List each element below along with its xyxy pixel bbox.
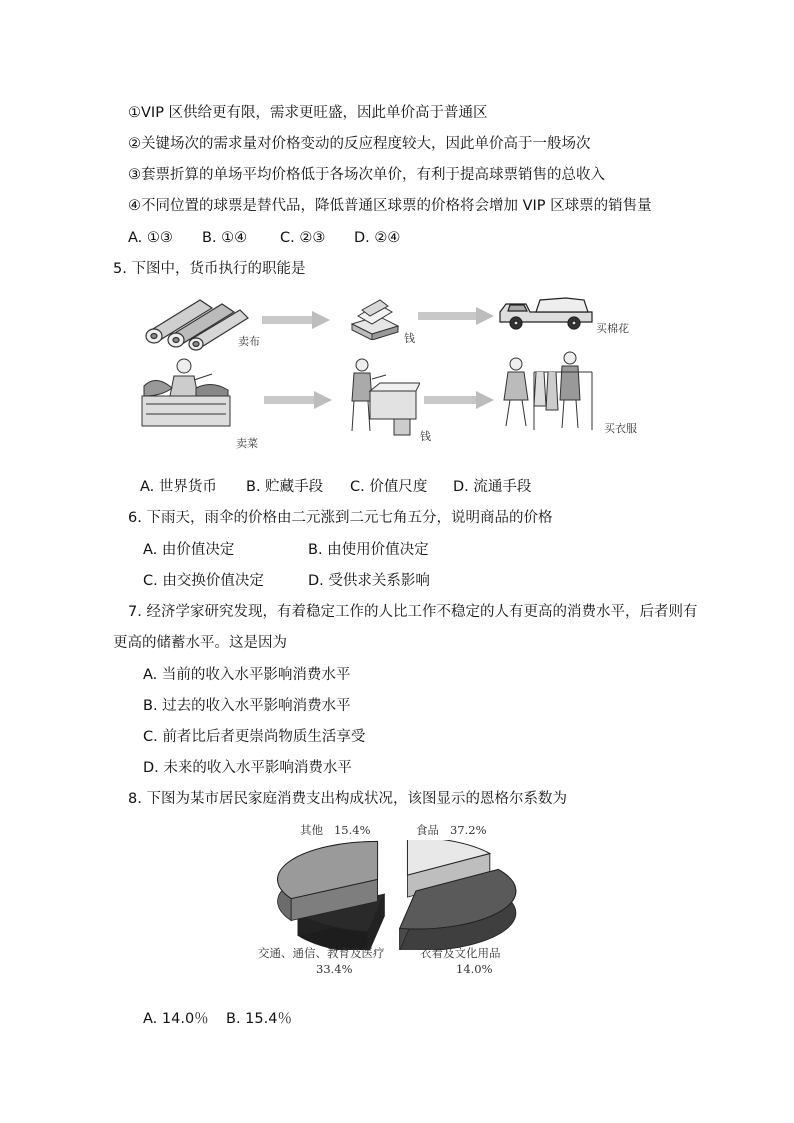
q6-option-c: C. 由交换价值决定 bbox=[143, 573, 264, 589]
pie-label-transport bbox=[258, 945, 385, 961]
q4-item-4: ④不同位置的球票是替代品，降低普通区球票的价格将会增加 VIP 区球票的销售量 bbox=[128, 198, 652, 214]
pie-label-transport-value: 33.4% bbox=[316, 962, 353, 976]
caption-money-2: 钱 bbox=[420, 430, 431, 443]
vegetable-seller-illustration bbox=[136, 356, 236, 430]
q5-option-b: B. 贮藏手段 bbox=[246, 479, 324, 495]
caption-buy-cotton: 买棉花 bbox=[596, 322, 629, 335]
clothes-shopping-illustration bbox=[500, 350, 600, 432]
caption-sell-cloth: 卖布 bbox=[238, 335, 260, 348]
q6-option-d: D. 受供求关系影响 bbox=[308, 573, 430, 589]
q5-stem: 5. 下图中，货币执行的职能是 bbox=[113, 261, 306, 277]
pie-label-food bbox=[416, 822, 487, 838]
arrow-icon bbox=[424, 390, 496, 410]
pie-label-food-value: 37.2% bbox=[449, 823, 487, 837]
q7-option-d: D. 未来的收入水平影响消费水平 bbox=[143, 760, 352, 776]
q4-option-b: B. ①④ bbox=[202, 230, 248, 246]
pie-label-clothing-value: 14.0% bbox=[456, 962, 493, 976]
q7-option-a: A. 当前的收入水平影响消费水平 bbox=[143, 667, 351, 683]
q4-option-c: C. ②③ bbox=[280, 230, 326, 246]
caption-sell-vegetables: 卖菜 bbox=[236, 437, 258, 450]
q8-stem: 8. 下图为某市居民家庭消费支出构成状况，该图显示的恩格尔系数为 bbox=[128, 791, 567, 807]
q4-item-2: ②关键场次的需求量对价格变动的反应程度较大，因此单价高于一般场次 bbox=[128, 136, 591, 152]
q7-stem-line-1: 7. 经济学家研究发现，有着稳定工作的人比工作不稳定的人有更高的消费水平，后者则有 bbox=[128, 604, 698, 620]
pie-label-other-value: 15.4% bbox=[333, 823, 371, 837]
caption-money-1: 钱 bbox=[404, 332, 415, 345]
q6-option-b: B. 由使用价值决定 bbox=[308, 542, 429, 558]
pie-label-clothing bbox=[420, 945, 501, 961]
counter-person-illustration bbox=[340, 355, 420, 437]
q4-option-a: A. ①③ bbox=[128, 230, 173, 246]
q7-option-c: C. 前者比后者更崇尚物质生活享受 bbox=[143, 729, 366, 745]
q5-option-c: C. 价值尺度 bbox=[350, 479, 428, 495]
truck-illustration bbox=[496, 292, 596, 332]
q5-option-d: D. 流通手段 bbox=[453, 479, 532, 495]
pie-label-transport-name: 交通、通信、教育及医疗 bbox=[258, 946, 385, 960]
q6-stem: 6. 下雨天，雨伞的价格由二元涨到二元七角五分，说明商品的价格 bbox=[128, 510, 553, 526]
q4-item-1: ①VIP 区供给更有限，需求更旺盛，因此单价高于普通区 bbox=[128, 105, 488, 121]
arrow-icon bbox=[264, 390, 334, 410]
q8-option-b: B. 15.4％ bbox=[226, 1011, 292, 1027]
pie-label-clothing-name: 衣着及文化用品 bbox=[420, 946, 501, 960]
pie-label-other bbox=[300, 822, 371, 838]
q6-option-a: A. 由价值决定 bbox=[143, 542, 235, 558]
q5-option-a: A. 世界货币 bbox=[140, 479, 217, 495]
q7-option-b: B. 过去的收入水平影响消费水平 bbox=[143, 698, 351, 714]
arrow-icon bbox=[418, 306, 496, 326]
q7-stem-line-2: 更高的储蓄水平。这是因为 bbox=[113, 635, 287, 651]
arrow-icon bbox=[262, 310, 332, 330]
q4-option-d: D. ②④ bbox=[354, 230, 401, 246]
money-stack-illustration bbox=[348, 298, 403, 340]
pie-label-other-name: 其他 bbox=[300, 823, 323, 837]
q4-item-3: ③套票折算的单场平均价格低于各场次单价，有利于提高球票销售的总收入 bbox=[128, 167, 605, 183]
pie-label-food-name: 食品 bbox=[416, 823, 439, 837]
caption-buy-clothes: 买衣服 bbox=[604, 422, 637, 435]
q8-option-a: A. 14.0％ bbox=[143, 1011, 209, 1027]
consumption-pie-chart bbox=[272, 840, 522, 950]
cloth-rolls-illustration bbox=[140, 292, 250, 352]
